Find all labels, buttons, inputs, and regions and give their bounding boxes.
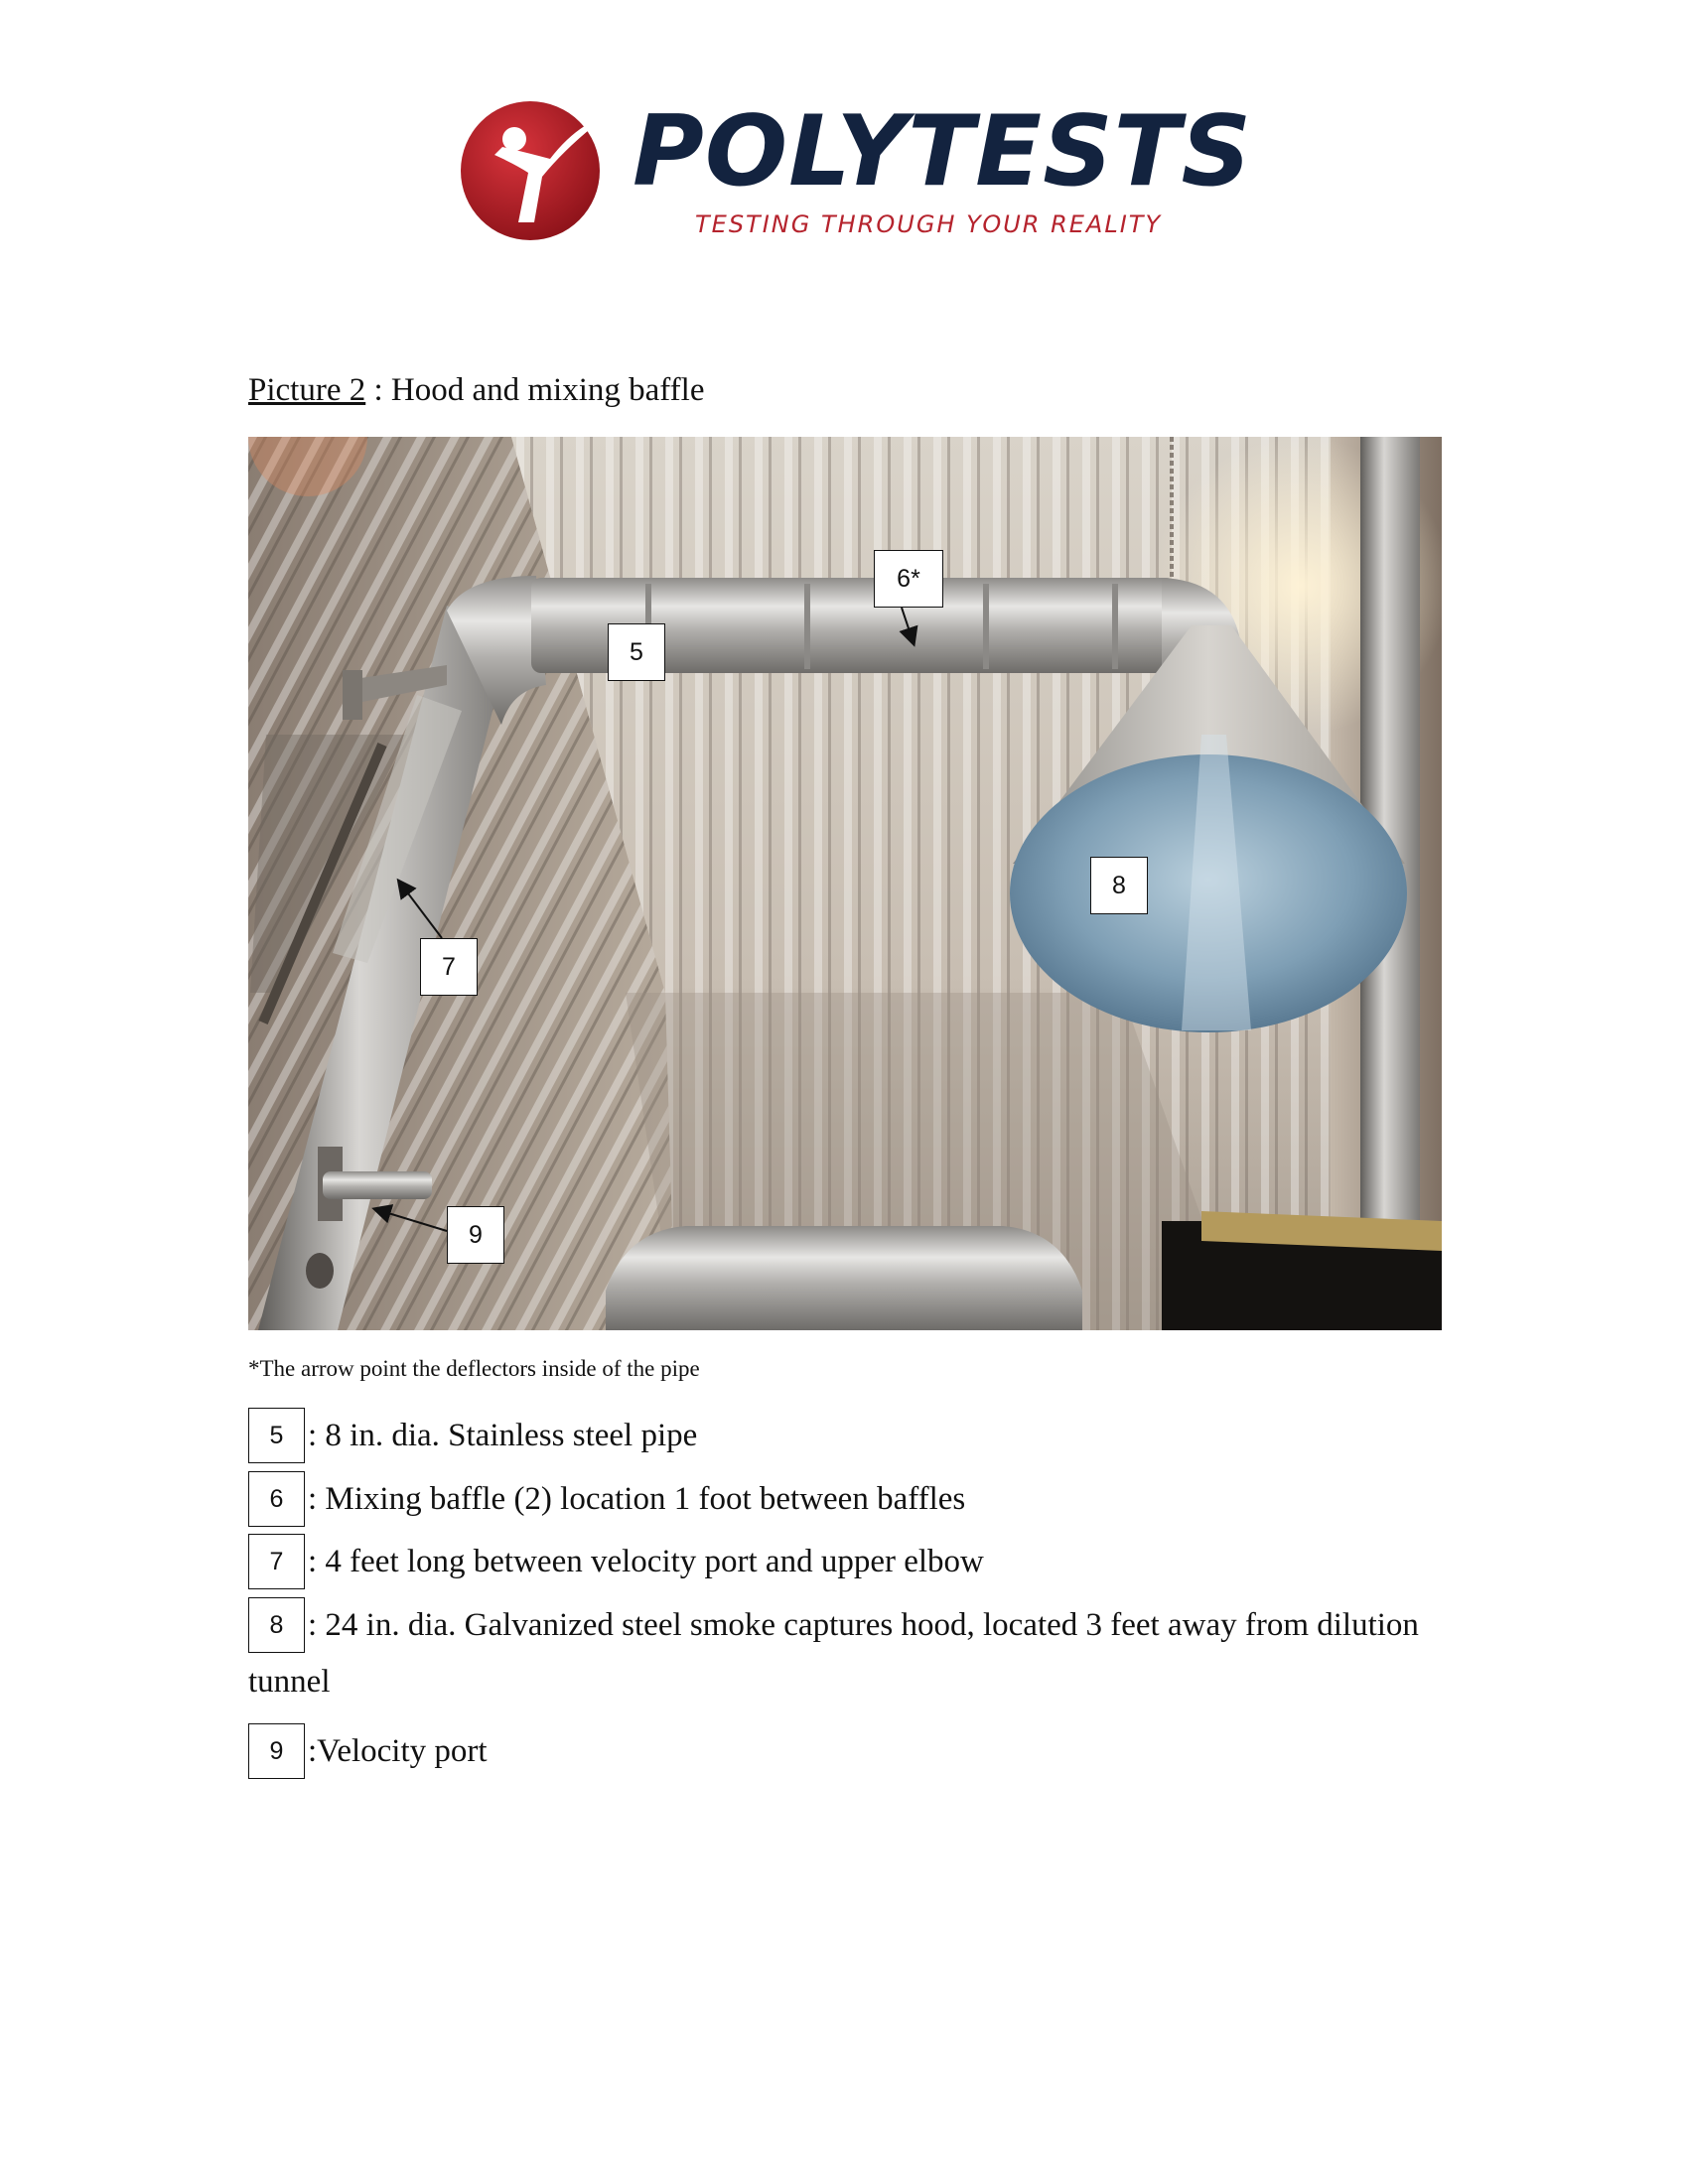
caption-text: : Hood and mixing baffle xyxy=(365,372,705,408)
polytests-logo xyxy=(459,95,1253,254)
caption-label: Picture 2 xyxy=(248,372,366,408)
legend-number-box: 7 xyxy=(248,1534,305,1589)
legend-text: : 8 in. dia. Stainless steel pipe xyxy=(308,1418,698,1453)
photo-illustration xyxy=(248,437,1442,1330)
logo-wordmark: POLYTESTS xyxy=(633,95,1253,208)
footnote: *The arrow point the deflectors inside of the pipe xyxy=(248,1356,700,1381)
logo-tagline: TESTING THROUGH YOUR REALITY xyxy=(695,210,1163,238)
callout-7: 7 xyxy=(420,938,478,996)
picture-caption xyxy=(248,371,704,411)
legend-number-box: 5 xyxy=(248,1408,305,1463)
callout-8: 8 xyxy=(1090,857,1148,914)
legend-number-box: 6 xyxy=(248,1471,305,1527)
hood-baffle-photo xyxy=(248,437,1442,1330)
legend-text: : 4 feet long between velocity port and upper elbow xyxy=(308,1544,984,1579)
callout-5: 5 xyxy=(608,623,665,681)
legend-number-box: 8 xyxy=(248,1597,305,1653)
callout-6: 6* xyxy=(874,550,943,608)
legend-text: : Mixing baffle (2) location 1 foot between baffles xyxy=(308,1481,966,1517)
logo-emblem-icon xyxy=(459,95,608,244)
legend-item-8-continuation: tunnel xyxy=(248,1664,331,1700)
legend-text: : 24 in. dia. Galvanized steel smoke captures hood, located 3 feet away from dilution xyxy=(308,1607,1419,1643)
legend-number-box: 9 xyxy=(248,1723,305,1779)
callout-9: 9 xyxy=(447,1206,504,1264)
legend-text: :Velocity port xyxy=(308,1733,488,1769)
